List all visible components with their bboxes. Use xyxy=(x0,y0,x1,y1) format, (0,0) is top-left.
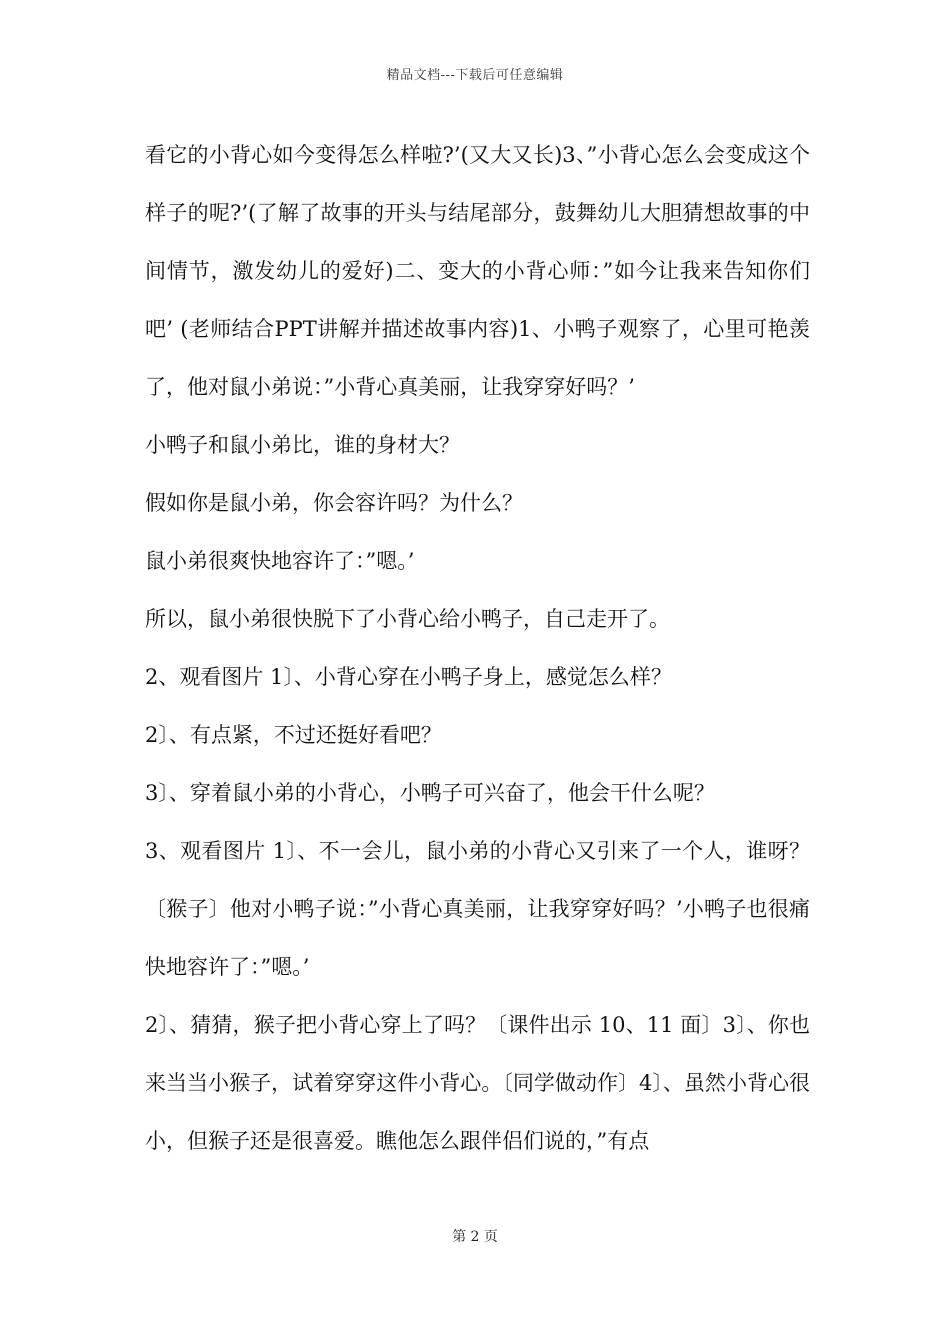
paragraph: 2〕、有点紧，不过还挺好看吧？ xyxy=(145,723,442,747)
paragraph: 鼠小弟很爽快地容许了：”嗯。’ xyxy=(145,549,415,573)
page-header: 精品文档---下载后可任意编辑 xyxy=(386,68,564,83)
paragraph: 3、观看图片 1〕、不一会儿，鼠小弟的小背心又引来了一个人，谁呀？〔猴子〕他对小鸭子说：”小背心真美丽，让我穿穿好吗？’小鸭子也很痛快地容许了：”嗯。’ xyxy=(145,839,810,979)
paragraph: 看它的小背心如今变得怎么样啦?’(又大又长)3、”小背心怎么会变成这个样子的呢?’(了解了故事的开头与结尾部分，鼓舞幼儿大胆猜想故事的中间情节，激发幼儿的爱好)二、变大的小背心师：”如今让我来告知你们吧’ (老师结合PPT讲解并描述故事内容)1、小鸭子观察了，心里可艳羡了，他对鼠小弟说：”小背心真美丽，让我穿穿好吗？’ xyxy=(145,143,810,399)
page-number: 第 2 页 xyxy=(452,1229,498,1245)
paragraph: 所以，鼠小弟很快脱下了小背心给小鸭子，自己走开了。 xyxy=(145,607,670,631)
document-body xyxy=(145,126,810,1170)
paragraph: 2、观看图片 1〕、小背心穿在小鸭子身上，感觉怎么样？ xyxy=(145,665,672,689)
paragraph: 3〕、穿着鼠小弟的小背心，小鸭子可兴奋了，他会干什么呢？ xyxy=(145,781,715,805)
paragraph: 小鸭子和鼠小弟比，谁的身材大？ xyxy=(145,433,460,457)
paragraph: 2〕、猜猜，猴子把小背心穿上了吗？〔课件出示 10、11 面〕3〕、你也来当当小猴子，试着穿穿这件小背心。〔同学做动作〕4〕、虽然小背心很小，但猴子还是很喜爱。瞧他怎么跟伴侣们说的，”有点 xyxy=(145,1013,810,1153)
paragraph: 假如你是鼠小弟，你会容许吗？为什么？ xyxy=(145,491,523,515)
